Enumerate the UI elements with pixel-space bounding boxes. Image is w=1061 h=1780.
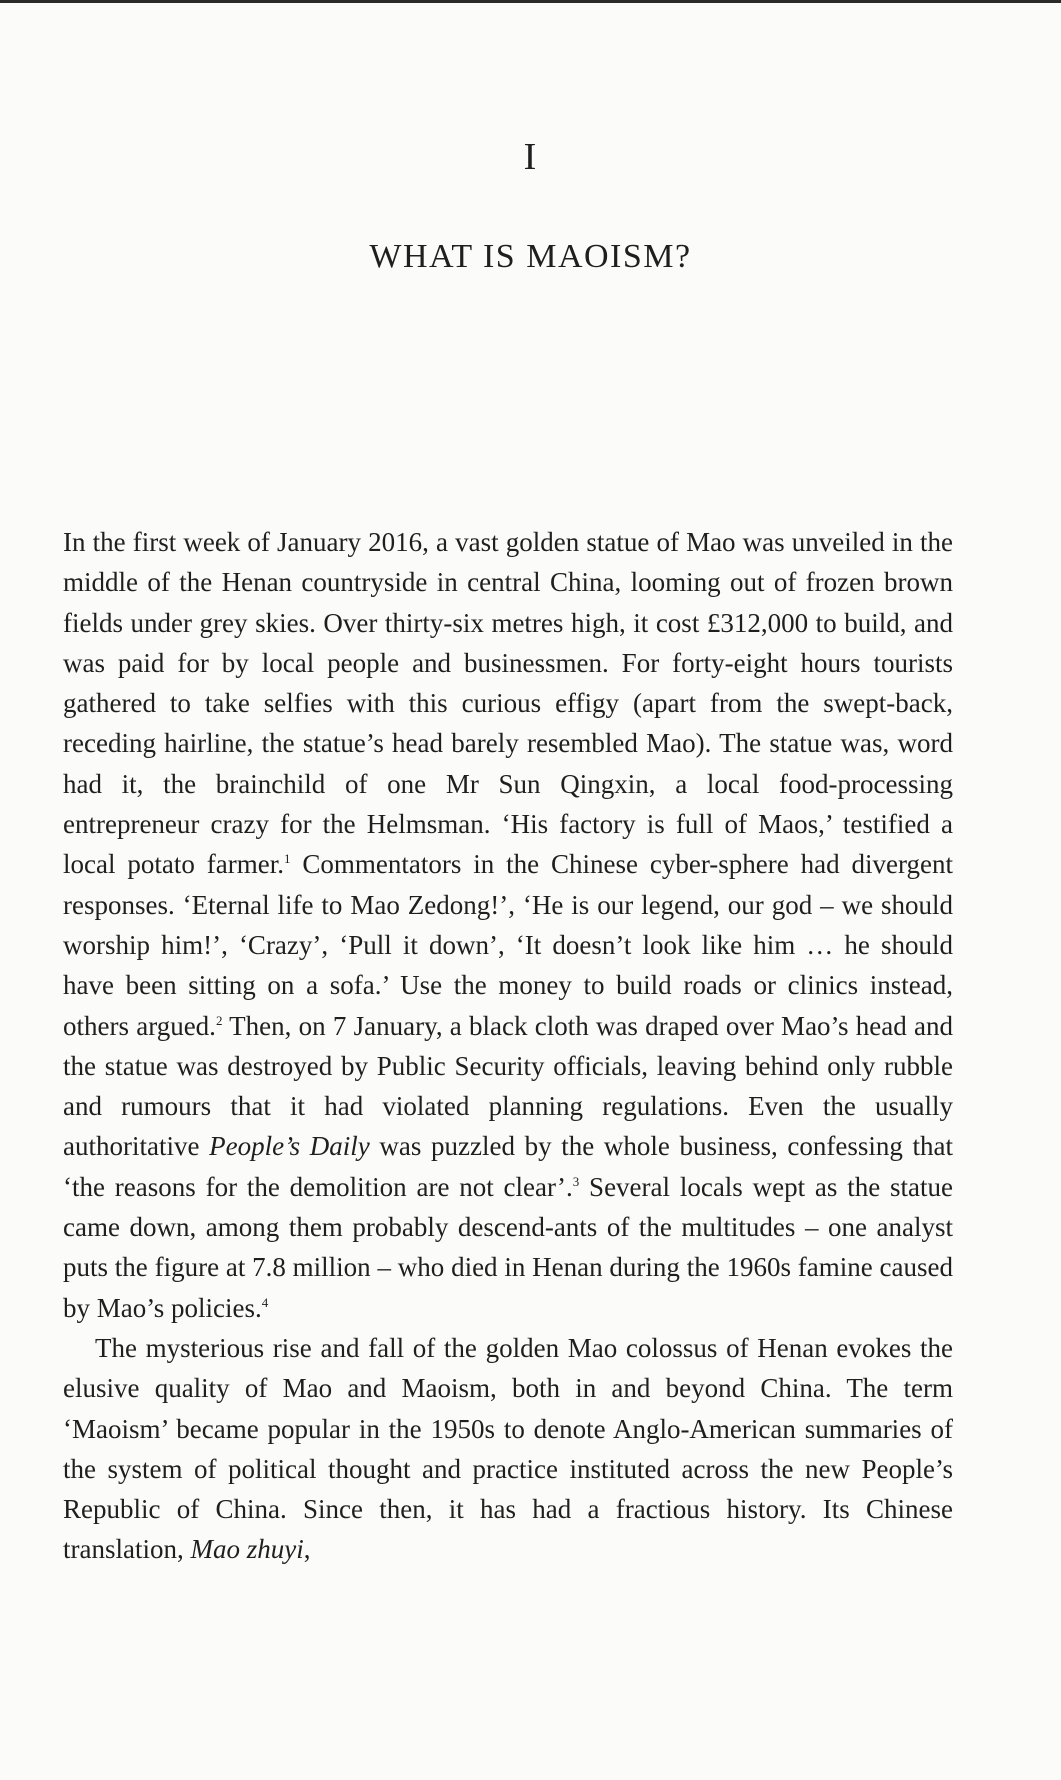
chapter-body xyxy=(63,522,953,1570)
italic-text: People’s Daily xyxy=(209,1131,370,1162)
text-run: Then, on 7 January, a black cloth was draped over Mao’s head and the statue was destroyed by Public Security officials, leaving behind only rubble and rumours that it had violated planning regulations. Even the usually authoritative xyxy=(63,1010,953,1162)
footnote-marker: 3 xyxy=(572,1173,580,1189)
text-run: , xyxy=(303,1534,311,1565)
page-top-edge xyxy=(0,0,1061,3)
chapter-title: WHAT IS MAOISM? xyxy=(369,238,692,275)
chapter-number: I xyxy=(523,136,538,178)
text-run: Commentators in the Chinese cyber-sphere had divergent responses. ‘Eternal life to Mao Zedong!’, ‘He is our legend, our god – we should worship him!’, ‘Crazy’, ‘Pull it down’, ‘It doesn’t look like him … he should have been sitting on a sofa.’ Use the money to build roads or clinics instead, others argued. xyxy=(63,849,953,1041)
italic-text: Mao zhuyi xyxy=(190,1534,304,1565)
paragraph-1 xyxy=(63,522,953,1328)
text-run: In the first week of January 2016, a vast golden statue of Mao was unveiled in the middle of the Henan countryside in central China, looming out of frozen brown fields under grey skies. Over thirty-six metres high, it cost £312,000 to build, and was paid for by local people and businessmen. For forty-eight hours tourists gathered to take selfies with this curious effigy (apart from the swept-back, receding hairline, the statue’s head barely resembled Mao). The statue was, word had it, the brainchild of one Mr Sun Qingxin, a local food-processing entrepreneur crazy for the Helmsman. ‘His factory is full of Maos,’ testified a local potato farmer. xyxy=(63,527,953,880)
footnote-marker: 4 xyxy=(261,1294,269,1310)
footnote-marker: 2 xyxy=(215,1012,223,1028)
paragraph-2 xyxy=(63,1328,953,1570)
text-run: The mysterious rise and fall of the golden Mao colossus of Henan evokes the elusive quality of Mao and Maoism, both in and beyond China. The term ‘Maoism’ became popular in the 1950s to denote Anglo-American summaries of the system of political thought and practice instituted across the new People’s Republic of China. Since then, it has had a fractious history. Its Chinese translation, xyxy=(63,1332,953,1565)
footnote-marker: 1 xyxy=(283,851,291,867)
text-run: Several locals wept as the statue came down, among them probably descend-ants of the multitudes – one analyst puts the figure at 7.8 million – who died in Henan during the 1960s famine caused by Mao’s policies. xyxy=(63,1171,953,1323)
text-run: was puzzled by the whole business, confessing that ‘the reasons for the demolition are not clear’. xyxy=(63,1131,954,1202)
